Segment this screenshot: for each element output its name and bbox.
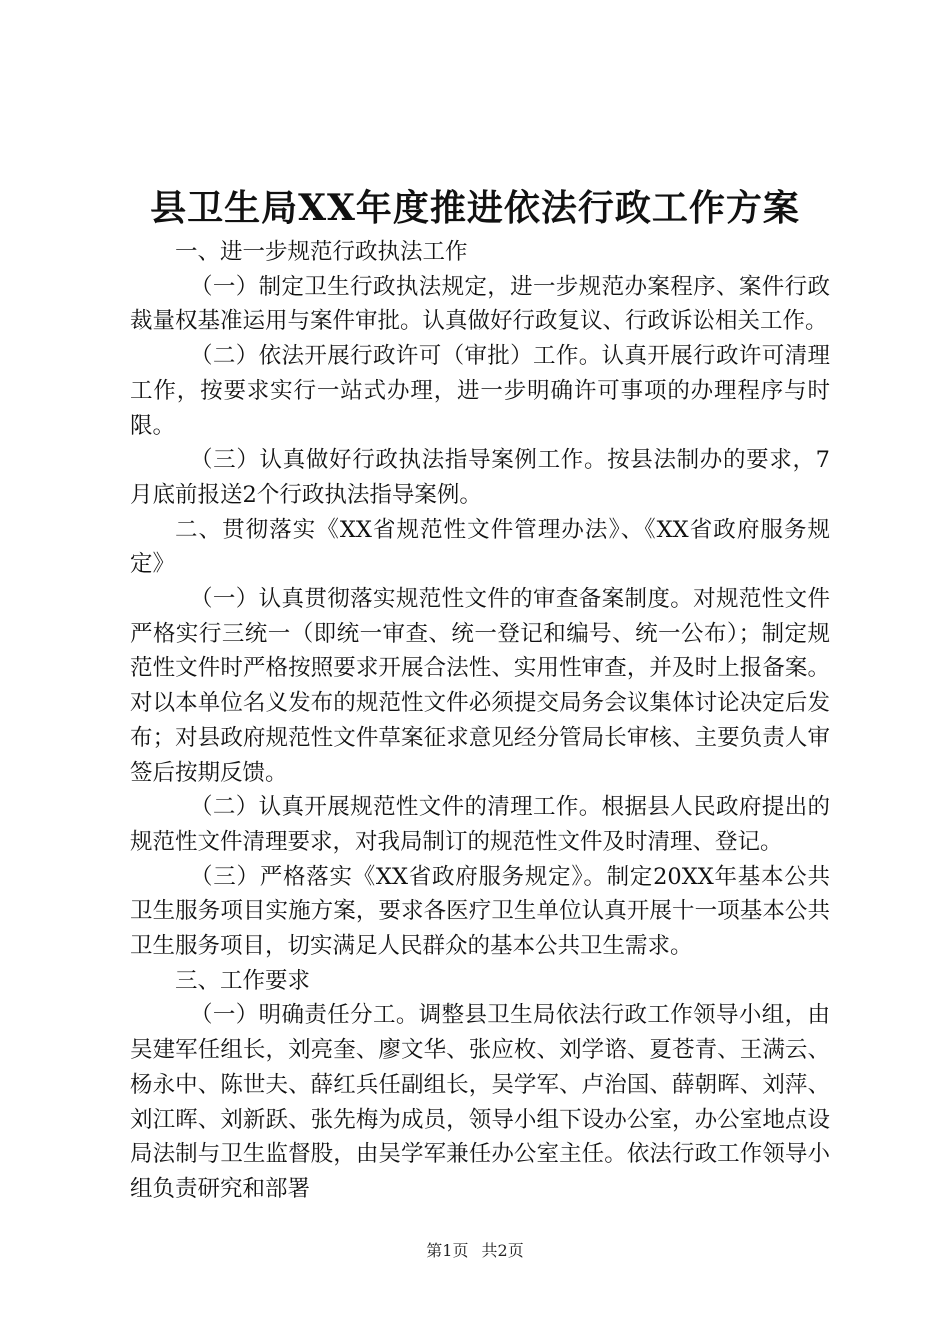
paragraph-3-1: （一）明确责任分工。调整县卫生局依法行政工作领导小组，由吴建军任组长，刘亮奎、廖文华、张应枚、刘学谘、夏苍青、王满云、杨永中、陈世夫、薛红兵任副组长，吴学军、卢治国、薛朝晖、刘萍、刘江晖、刘新跃、张先梅为成员，领导小组下设办公室，办公室地点设局法制与卫生监督股，由吴学军兼任办公室主任。依法行政工作领导小组负责研究和部署 xyxy=(130,1002,830,1202)
paragraph-2-1: （一）认真贯彻落实规范性文件的审查备案制度。对规范性文件严格实行三统一（即统一审查、统一登记和编号、统一公布）；制定规范性文件时严格按照要求开展合法性、实用性审查，并及时上报备案。对以本单位名义发布的规范性文件必须提交局务会议集体讨论决定后发布；对县政府规范性文件草案征求意见经分管局长审核、主要负责人审签后按期反馈。 xyxy=(130,586,830,786)
paragraph-2-2: （二）认真开展规范性文件的清理工作。根据县人民政府提出的规范性文件清理要求，对我局制订的规范性文件及时清理、登记。 xyxy=(130,794,830,855)
section-heading-3: 三、工作要求 xyxy=(175,967,311,994)
page-number: 第1页 xyxy=(426,1241,469,1260)
document-body xyxy=(130,235,830,1207)
document-title: 县卫生局XX年度推进依法行政工作方案 xyxy=(150,187,800,229)
page-total: 共2页 xyxy=(481,1241,524,1260)
page-footer xyxy=(0,1240,950,1262)
section-heading-2: 二、贯彻落实《XX省规范性文件管理办法》、《XX省政府服务规定》 xyxy=(130,516,830,578)
paragraph-1-3: （三）认真做好行政执法指导案例工作。按县法制办的要求，7月底前报送2个行政执法指导案例。 xyxy=(130,447,830,508)
paragraph-1-2: （二）依法开展行政许可（审批）工作。认真开展行政许可清理工作，按要求实行一站式办理，进一步明确许可事项的办理程序与时限。 xyxy=(130,343,830,439)
section-heading-1: 一、进一步规范行政执法工作 xyxy=(175,239,468,265)
paragraph-2-3: （三）严格落实《XX省政府服务规定》。制定20XX年基本公共卫生服务项目实施方案，要求各医疗卫生单位认真开展十一项基本公共卫生服务项目，切实满足人民群众的基本公共卫生需求。 xyxy=(130,863,830,960)
paragraph-1-1: （一）制定卫生行政执法规定，进一步规范办案程序、案件行政裁量权基准运用与案件审批。认真做好行政复议、行政诉讼相关工作。 xyxy=(130,273,830,335)
